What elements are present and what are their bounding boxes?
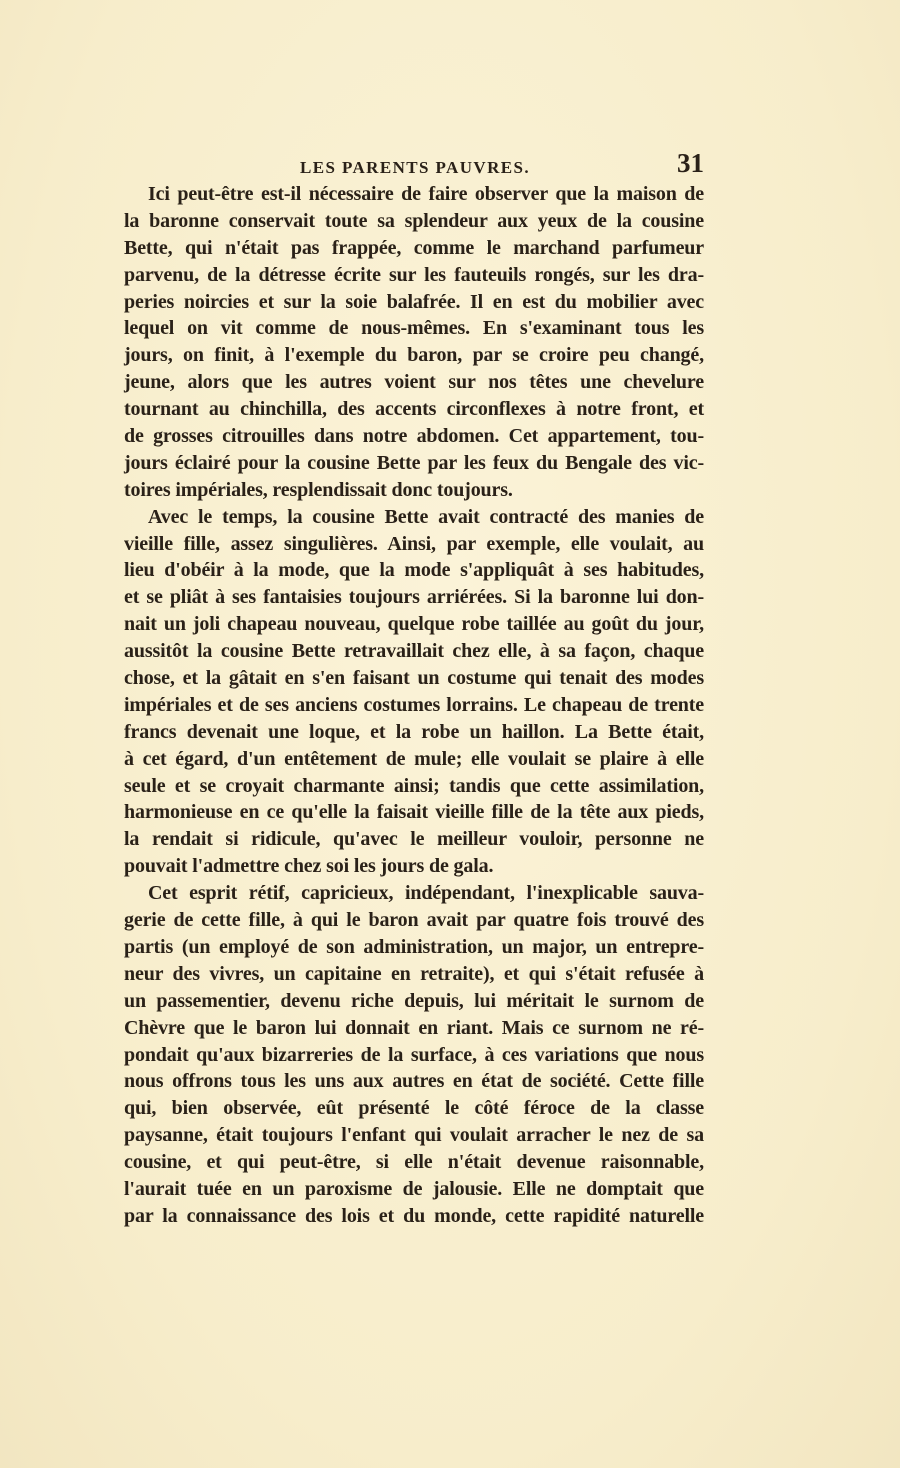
text-line: tournant au chinchilla, des accents circonflexes à notre front, et	[124, 398, 704, 421]
text-line: vieille fille, assez singulières. Ainsi, par exemple, elle voulait, au	[124, 532, 704, 555]
page-number: 31	[677, 148, 704, 178]
text-line: pondait qu'aux bizarreries de la surface, à ces variations que nous	[124, 1043, 704, 1066]
text-line: toires impériales, resplendissait donc toujours.	[124, 478, 513, 501]
text-line: qui, bien observée, eût présenté le côté féroce de la classe	[124, 1097, 704, 1120]
paragraph-3	[124, 880, 704, 1230]
text-line: paysanne, était toujours l'enfant qui voulait arracher le nez de sa	[124, 1124, 704, 1147]
paragraph-2	[124, 504, 704, 880]
text-line: aussitôt la cousine Bette retravaillait chez elle, à sa façon, chaque	[124, 640, 704, 663]
text-line: pouvait l'admettre chez soi les jours de gala.	[124, 855, 494, 878]
text-line: parvenu, de la détresse écrite sur les fauteuils rongés, sur les dra-	[124, 263, 704, 286]
text-line: jeune, alors que les autres voient sur nos têtes une chevelure	[124, 371, 704, 394]
text-line: et se pliât à ses fantaisies toujours arriérées. Si la baronne lui don-	[124, 586, 704, 609]
text-line: Ici peut-être est-il nécessaire de faire observer que la maison de	[148, 183, 704, 205]
text-line: lieu d'obéir à la mode, que la mode s'appliquât à ses habitudes,	[124, 559, 704, 582]
text-line: gerie de cette fille, à qui le baron avait par quatre fois trouvé des	[124, 909, 704, 932]
body-text	[124, 181, 704, 1230]
text-line: partis (un employé de son administration, un major, un entrepre-	[124, 935, 704, 958]
text-line: jours, on finit, à l'exemple du baron, par se croire peu changé,	[124, 344, 704, 367]
text-line: par la connaissance des lois et du monde, cette rapidité naturelle	[124, 1204, 704, 1227]
text-line: la rendait si ridicule, qu'avec le meilleur vouloir, personne ne	[124, 828, 704, 851]
text-line: seule et se croyait charmante ainsi; tandis que cette assimilation,	[124, 774, 704, 797]
text-line: francs devenait une loque, et la robe un haillon. La Bette était,	[124, 720, 704, 743]
text-line: nait un joli chapeau nouveau, quelque robe taillée au goût du jour,	[124, 613, 704, 636]
text-line: harmonieuse en ce qu'elle la faisait vieille fille de la tête aux pieds,	[124, 801, 704, 824]
text-line: Cet esprit rétif, capricieux, indépendant, l'inexplicable sauva-	[148, 882, 704, 905]
text-line: cousine, et qui peut-être, si elle n'était devenue raisonnable,	[124, 1151, 704, 1174]
text-line: nous offrons tous les uns aux autres en état de société. Cette fille	[124, 1070, 704, 1093]
text-line: peries noircies et sur la soie balafrée. Il en est du mobilier avec	[124, 290, 704, 313]
text-line: la baronne conservait toute sa splendeur aux yeux de la cousine	[124, 209, 704, 232]
text-line: jours éclairé pour la cousine Bette par les feux du Bengale des vic-	[124, 451, 704, 474]
text-line: Avec le temps, la cousine Bette avait contracté des manies de	[148, 505, 704, 528]
text-line: à cet égard, d'un entêtement de mule; elle voulait se plaire à elle	[124, 747, 704, 770]
text-line: neur des vivres, un capitaine en retraite), et qui s'était refusée à	[124, 962, 704, 985]
text-line: Bette, qui n'était pas frappée, comme le marchand parfumeur	[124, 236, 704, 259]
running-head: LES PARENTS PAUVRES.	[300, 158, 530, 177]
text-line: lequel on vit comme de nous-mêmes. En s'examinant tous les	[124, 317, 704, 340]
paragraph-1	[124, 181, 704, 504]
text-line: Chèvre que le baron lui donnait en riant. Mais ce surnom ne ré-	[124, 1016, 704, 1039]
text-line: chose, et la gâtait en s'en faisant un costume qui tenait des modes	[124, 667, 704, 690]
text-line: l'aurait tuée en un paroxisme de jalousie. Elle ne domptait que	[124, 1177, 704, 1200]
text-line: un passementier, devenu riche depuis, lui méritait le surnom de	[124, 989, 704, 1012]
text-line: impériales et de ses anciens costumes lorrains. Le chapeau de trente	[124, 693, 704, 716]
page-header	[124, 148, 704, 184]
text-line: de grosses citrouilles dans notre abdomen. Cet appartement, tou-	[124, 425, 704, 448]
